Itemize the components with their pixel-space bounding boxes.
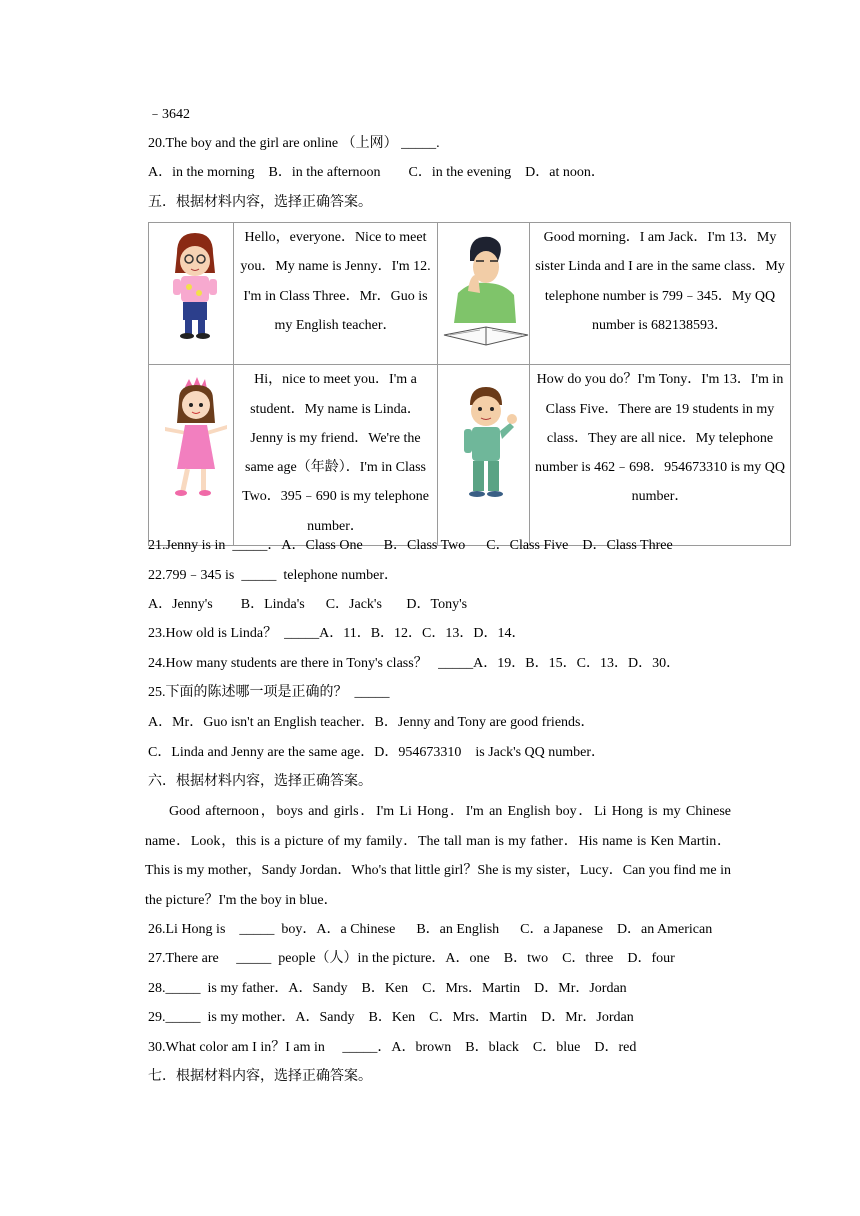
question-25-options-cd: C．Linda and Jenny are the same age．D．954673310 is Jack's QQ number． <box>148 745 606 760</box>
jenny-text: Hello，everyone．Nice to meet you．My name is Jenny．I'm 12. I'm in Class Three．Mr．Guo is my English teacher． <box>234 223 438 365</box>
girl-glasses-icon <box>151 223 236 353</box>
question-24: 24.How many students are there in Tony's class？ _____A．19．B．15．C．13．D．30． <box>148 656 681 671</box>
tony-picture <box>438 365 530 546</box>
table-row <box>149 365 791 546</box>
question-21: 21.Jenny is in _____．A．Class One B．Class Two C．Class Five D．Class Three <box>148 538 673 553</box>
question-23: 23.How old is Linda？ _____A．11．B．12．C．13．D．14． <box>148 626 526 641</box>
question-25-options-ab: A．Mr．Guo isn't an English teacher．B．Jenny and Tony are good friends． <box>148 715 595 730</box>
question-30: 30.What color am I in？I am in _____．A．brown B．black C．blue D．red <box>148 1040 637 1055</box>
passage-text: Good afternoon，boys and girls．I'm Li Hong．I'm an English boy．Li Hong is my Chinese name．Look，this is a picture of my family．The tall man is my father．His name is Ken Martin．This is my mother，Sandy Jordan．Who's that little girl？She is my sister，Lucy．Can you find me in the picture？I'm the boy in blue． <box>145 804 731 908</box>
jack-picture <box>438 223 530 365</box>
girl-crown-icon <box>151 365 236 515</box>
question-28: 28._____ is my father．A．Sandy B．Ken C．Mrs．Martin D．Mr．Jordan <box>148 981 627 996</box>
material-table <box>148 222 791 546</box>
section-7-heading: 七．根据材料内容，选择正确答案。 <box>148 1069 372 1084</box>
reading-passage <box>145 797 731 915</box>
boy-waving-icon <box>440 365 532 515</box>
question-20: 20.The boy and the girl are online （上网） _____. <box>148 136 440 151</box>
table-row <box>149 223 791 365</box>
section-6-heading: 六．根据材料内容，选择正确答案。 <box>148 774 372 789</box>
question-22: 22.799﹣345 is _____ telephone number． <box>148 568 399 583</box>
question-29: 29._____ is my mother．A．Sandy B．Ken C．Mrs．Martin D．Mr．Jordan <box>148 1010 634 1025</box>
telephone-fragment: ﹣3642 <box>148 107 190 122</box>
section-5-heading: 五．根据材料内容，选择正确答案。 <box>148 195 372 210</box>
question-26: 26.Li Hong is _____ boy．A．a Chinese B．an English C．a Japanese D．an American <box>148 922 713 937</box>
question-22-options: A．Jenny's B．Linda's C．Jack's D．Tony's <box>148 597 468 612</box>
jack-text: Good morning．I am Jack．I'm 13．My sister Linda and I are in the same class．My telephone number is 799﹣345．My QQ number is 682138593． <box>530 223 791 365</box>
linda-picture <box>149 365 234 546</box>
question-20-options: A．in the morning B．in the afternoon C．in the evening D．at noon． <box>148 165 605 180</box>
question-27: 27.There are _____ people（人）in the picture．A．one B．two C．three D．four <box>148 951 675 966</box>
boy-reading-icon <box>440 223 532 353</box>
jenny-picture <box>149 223 234 365</box>
question-25: 25.下面的陈述哪一项是正确的？ _____ <box>148 685 390 700</box>
linda-text: Hi，nice to meet you．I'm a student．My name is Linda．Jenny is my friend．We're the same age（年龄）．I'm in Class Two．395﹣690 is my telephone number． <box>234 365 438 546</box>
tony-text: How do you do？I'm Tony．I'm 13．I'm in Class Five．There are 19 students in my class．They are all nice．My telephone number is 462﹣698．954673310 is my QQ number． <box>530 365 791 546</box>
